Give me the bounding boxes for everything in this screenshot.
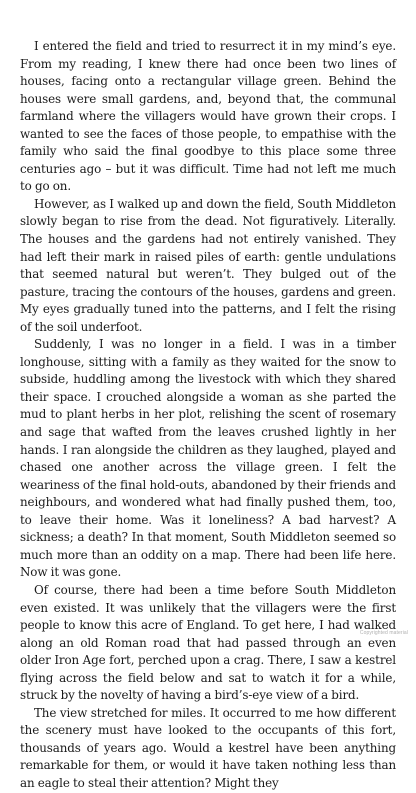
book-page-text (20, 38, 396, 793)
paragraph-4: Of course, there had been a time before South Middleton even existed. It was unlikely that the villagers were the first people to know this acre of England. To get here, I had walked along an old Roman road that had passed through an even older Iron Age fort, perched upon a crag. There, I saw a kestrel flying across the field below and sat to watch it for a while, struck by the novelty of having a bird’s-eye view of a bird. (20, 582, 396, 703)
paragraph-2: However, as I walked up and down the field, South Middleton slowly began to rise from the dead. Not figuratively. Literally. The houses and the gardens had not entirely vanished. They had left their mark in raised piles of earth: gentle undulations that seemed natural but weren’t. They bulged out of the pasture, tracing the contours of the houses, gardens and green. My eyes gradually tuned into the patterns, and I felt the rising of the soil underfoot. (20, 196, 396, 334)
paragraph-3: Suddenly, I was no longer in a field. I was in a timber longhouse, sitting with a family as they waited for the snow to subside, huddling among the livestock with which they shared their space. I crouched alongside a woman as she parted the mud to plant herbs in her plot, relishing the scent of rosemary and sage that wafted from the leaves crushed lightly in her hands. I ran alongside the children as they laughed, played and chased one another across the village green. I felt the weariness of the final hold-outs, abandoned by their friends and neighbours, and wondered what had finally pushed them, too, to leave their home. Was it loneliness? A bad harvest? A sickness; a death? In that moment, South Middleton seemed so much more than an oddity on a map. There had been life here. Now it was gone. (20, 337, 396, 580)
paragraph-5: The view stretched for miles. It occurred to me how different the scenery must have looked to the occupants of this fort, thousands of years ago. Would a kestrel have been anything remarkable for them, or would it have taken nothing less than an eagle to steal their attention? Might they (20, 705, 396, 790)
paragraph-1: I entered the field and tried to resurrect it in my mind’s eye. From my reading, I knew there had once been two lines of houses, facing onto a rectangular village green. Behind the houses were small gardens, and, beyond that, the communal farmland where the villagers would have grown their crops. I wanted to see the faces of those people, to empathise with the family who said the final goodbye to this place some three centuries ago – but it was difficult. Time had not left me much to go on. (20, 39, 396, 194)
copyright-watermark: Copyrighted material (359, 630, 408, 636)
